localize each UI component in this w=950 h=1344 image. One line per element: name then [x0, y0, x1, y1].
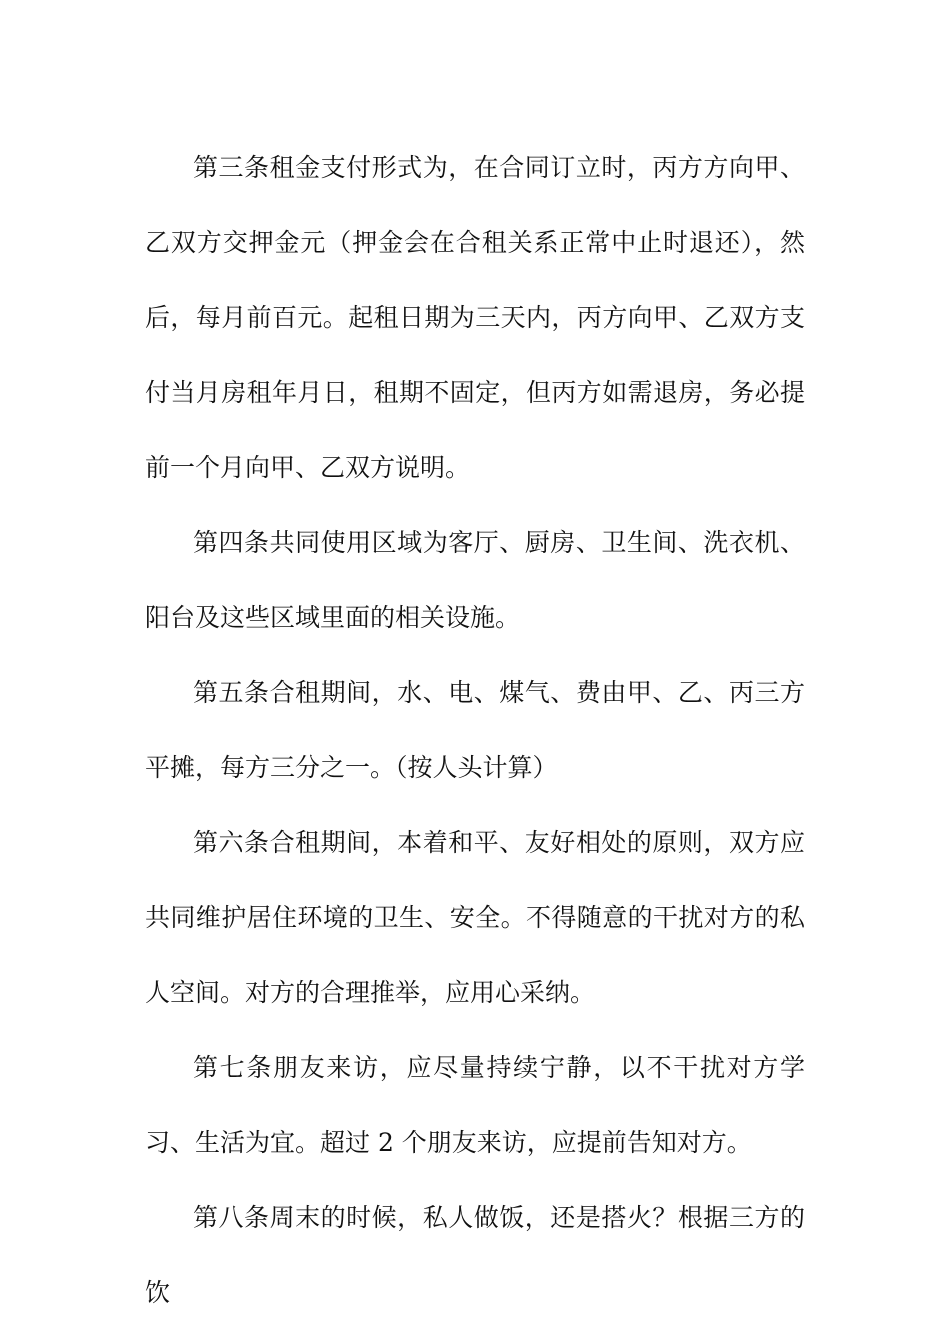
paragraph-article-4: 第四条共同使用区域为客厅、厨房、卫生间、洗衣机、阳台及这些区域里面的相关设施。 — [145, 528, 805, 632]
paragraph-article-8: 第八条周末的时候，私人做饭，还是搭火？根据三方的饮 — [145, 1203, 805, 1307]
paragraph-article-5: 第五条合租期间，水、电、煤气、费由甲、乙、丙三方平摊，每方三分之一。（按人头计算） — [145, 678, 805, 782]
paragraph-article-7: 第七条朋友来访，应尽量持续宁静，以不干扰对方学习、生活为宜。超过 2 个朋友来访，应提前告知对方。 — [145, 1053, 805, 1157]
paragraph-article-6: 第六条合租期间，本着和平、友好相处的原则，双方应共同维护居住环境的卫生、安全。不得随意的干扰对方的私人空间。对方的合理推举，应用心采纳。 — [145, 828, 805, 1007]
document-body — [145, 130, 805, 1330]
paragraph-article-3: 第三条租金支付形式为，在合同订立时，丙方方向甲、乙双方交押金元（押金会在合租关系正常中止时退还），然后，每月前百元。起租日期为三天内，丙方向甲、乙双方支付当月房租年月日，租期不固定，但丙方如需退房，务必提前一个月向甲、乙双方说明。 — [145, 153, 805, 482]
